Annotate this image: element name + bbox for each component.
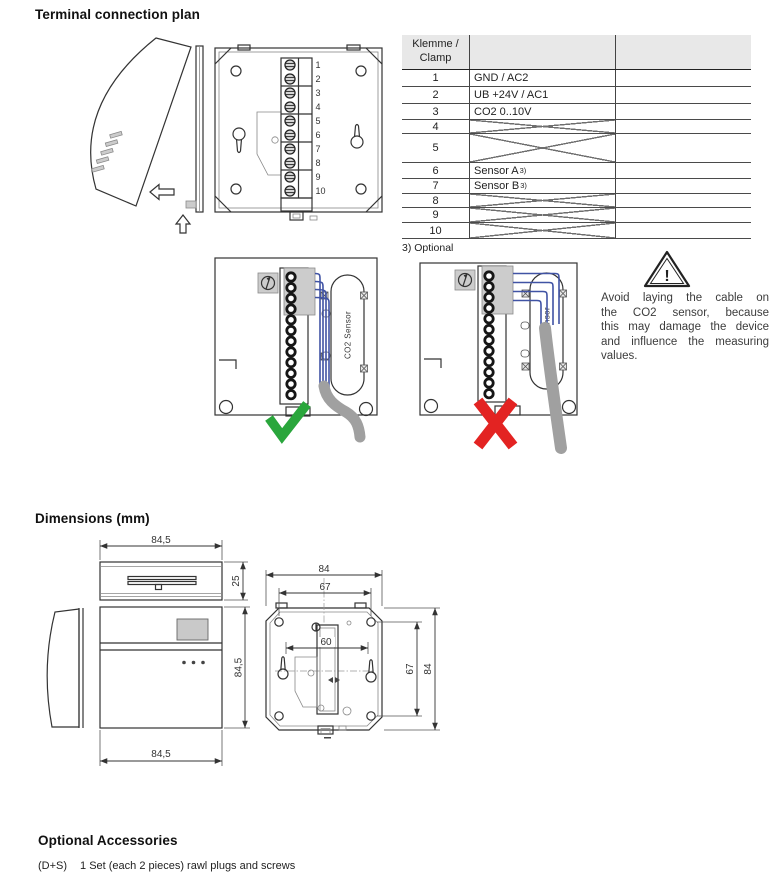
dimension-drawing (30, 530, 450, 782)
terminal-ring (485, 283, 493, 291)
rotary-switch-icon (455, 270, 475, 290)
clamp-number: 4 (402, 120, 470, 133)
backplate-diagram (205, 38, 395, 233)
mounting-hole (275, 712, 283, 720)
terminal-ring (485, 315, 493, 323)
terminal-ring (287, 305, 295, 313)
table-row (402, 120, 751, 134)
mounting-hole (367, 712, 375, 720)
empty-cell (616, 134, 751, 162)
terminal-number: 3 (315, 88, 321, 98)
insert-arrow-icon (176, 215, 190, 233)
clamp-number: 2 (402, 87, 470, 103)
terminal-ring (485, 357, 493, 365)
front-view (100, 607, 222, 728)
dim-front-width-bottom: 84,5 (151, 749, 171, 760)
terminal-rings (287, 273, 295, 399)
empty-cell (616, 70, 751, 86)
terminal-ring (287, 369, 295, 377)
mounting-hole (425, 400, 438, 413)
table-footnote: 3) Optional (402, 242, 454, 254)
warning-exclamation: ! (664, 268, 670, 285)
rotary-switch-icon (258, 273, 278, 293)
dim-depth: 25 (231, 575, 242, 587)
display-window (177, 619, 208, 640)
internal-outline (257, 112, 281, 175)
mounting-hole (220, 401, 233, 414)
warning-text: Avoid laying the cable on the CO2 sensor, because this may damage the device and influence the measuring values. (601, 292, 769, 362)
empty-cell (616, 223, 751, 238)
terminal-number: 7 (315, 144, 321, 154)
co2-sensor-label: CO2 Sensor (542, 306, 552, 356)
wires (513, 274, 559, 328)
mounting-hole (356, 184, 366, 194)
led-dot (192, 661, 196, 665)
dim-plate-width: 84 (318, 564, 330, 575)
dim-hole-spacing-right: 67 (405, 663, 416, 675)
header-cell-clamp: Klemme / Clamp (402, 35, 470, 69)
mounting-hole (356, 66, 366, 76)
table-row (402, 104, 751, 120)
warning-triangle-icon (642, 249, 692, 289)
wiring-incorrect-diagram (418, 256, 588, 491)
terminal-screw (285, 116, 295, 126)
terminal-number: 4 (315, 102, 321, 112)
terminal-number: 6 (315, 130, 321, 140)
dim-front-height: 84,5 (233, 657, 245, 678)
crossed-cell (470, 208, 616, 222)
wire (513, 274, 559, 325)
wiring-correct-diagram (213, 256, 383, 446)
wall-plate-side (186, 46, 203, 212)
mounting-hole (231, 66, 241, 76)
clamp-number: 1 (402, 70, 470, 86)
terminal-numbers (316, 60, 326, 196)
terminal-ring (287, 284, 295, 292)
mounting-hole (275, 618, 283, 626)
terminal-ring (485, 325, 493, 333)
terminal-screw (285, 186, 295, 196)
terminal-ring (287, 391, 295, 399)
cable (545, 328, 561, 448)
crossed-cell (470, 120, 616, 133)
clamp-number: 9 (402, 208, 470, 222)
keyhole-slot (278, 657, 288, 679)
terminal-number: 2 (315, 74, 321, 84)
mounting-hole (231, 184, 241, 194)
check-icon (269, 404, 307, 436)
led-dot (201, 661, 205, 665)
terminal-number: 9 (315, 172, 321, 182)
terminal-ring (287, 273, 295, 281)
terminal-screw (285, 158, 295, 168)
terminal-label: GND / AC2 (470, 70, 616, 86)
accessory-code: (D+S) (38, 860, 68, 872)
table-row (402, 134, 751, 163)
terminal-ring (485, 379, 493, 387)
table-body (402, 70, 751, 239)
keyhole-slot (351, 125, 363, 149)
terminal-number: 8 (315, 158, 321, 168)
dim-plate-height: 84 (423, 663, 434, 675)
terminal-ring (287, 358, 295, 366)
wires (315, 274, 329, 388)
header-cell-empty (616, 35, 751, 69)
dim-inner-width: 60 (320, 637, 332, 648)
terminal-label: UB +24V / AC1 (470, 87, 616, 103)
table-row (402, 208, 751, 223)
terminal-ring (287, 348, 295, 356)
terminal-ring (287, 294, 295, 302)
terminal-ring (485, 336, 493, 344)
empty-cell (616, 104, 751, 119)
terminal-number: 10 (315, 186, 326, 196)
terminal-screw (285, 144, 295, 154)
vent-slots (92, 131, 123, 172)
co2-sensor-label: CO2 Sensor (343, 310, 353, 360)
table-row (402, 223, 751, 239)
accessory-item (38, 860, 295, 872)
terminal-number: 1 (315, 60, 321, 70)
backplate-view (266, 578, 382, 739)
clamp-number: 6 (402, 163, 470, 178)
crossed-cell (470, 223, 616, 238)
terminal-number: 5 (315, 116, 321, 126)
co2-sensor (331, 275, 364, 395)
terminal-ring (287, 337, 295, 345)
clamp-number: 7 (402, 179, 470, 193)
mounting-hole (360, 403, 373, 416)
table-row (402, 179, 751, 194)
keyhole-slot (233, 128, 245, 153)
terminal-screw (285, 74, 295, 84)
terminal-table (402, 35, 751, 254)
clamp-number: 5 (402, 134, 470, 162)
device-cover (91, 38, 191, 206)
table-row (402, 87, 751, 104)
clamp-number: 3 (402, 104, 470, 119)
terminal-ring (287, 380, 295, 388)
clamp-number: 10 (402, 223, 470, 238)
section-title-terminal-plan: Terminal connection plan (35, 7, 200, 22)
table-header (402, 35, 751, 70)
dim-front-width-top: 84,5 (151, 535, 171, 546)
crossed-cell (470, 194, 616, 207)
clamp-number: 8 (402, 194, 470, 207)
terminal-screw (285, 60, 295, 70)
empty-cell (616, 179, 751, 193)
terminal-ring (485, 368, 493, 376)
mounting-hole (367, 618, 375, 626)
header-cell-empty (470, 35, 616, 69)
terminal-ring (485, 293, 493, 301)
section-title-accessories: Optional Accessories (38, 833, 178, 848)
terminal-ring (287, 316, 295, 324)
side-view (47, 608, 83, 728)
table-row (402, 163, 751, 179)
terminal-ring (485, 347, 493, 355)
terminal-screw (285, 88, 295, 98)
cover-removal-diagram (60, 30, 210, 245)
table-row (402, 194, 751, 208)
section-title-dimensions: Dimensions (mm) (35, 511, 150, 526)
empty-cell (616, 120, 751, 133)
terminal-ring (485, 304, 493, 312)
crossed-cell (470, 134, 616, 162)
terminal-ring (485, 390, 493, 398)
empty-cell (616, 194, 751, 207)
top-view (100, 562, 222, 600)
dim-hole-spacing-top: 67 (319, 582, 331, 593)
remove-arrow-icon (150, 185, 174, 200)
empty-cell (616, 208, 751, 222)
terminal-ring (287, 326, 295, 334)
terminal-rings (485, 272, 493, 398)
empty-cell (616, 163, 751, 178)
terminal-ring (485, 272, 493, 280)
led-dot (182, 661, 186, 665)
terminal-screw (285, 172, 295, 182)
empty-cell (616, 87, 751, 103)
accessory-description: 1 Set (each 2 pieces) rawl plugs and screws (80, 860, 296, 872)
mounting-hole (563, 401, 576, 414)
table-row (402, 70, 751, 87)
terminal-label: CO2 0..10V (470, 104, 616, 119)
terminal-screw (285, 130, 295, 140)
terminal-screws (285, 60, 295, 196)
terminal-label: Sensor B 3) (470, 179, 616, 193)
terminal-screw (285, 102, 295, 112)
terminal-label: Sensor A 3) (470, 163, 616, 178)
